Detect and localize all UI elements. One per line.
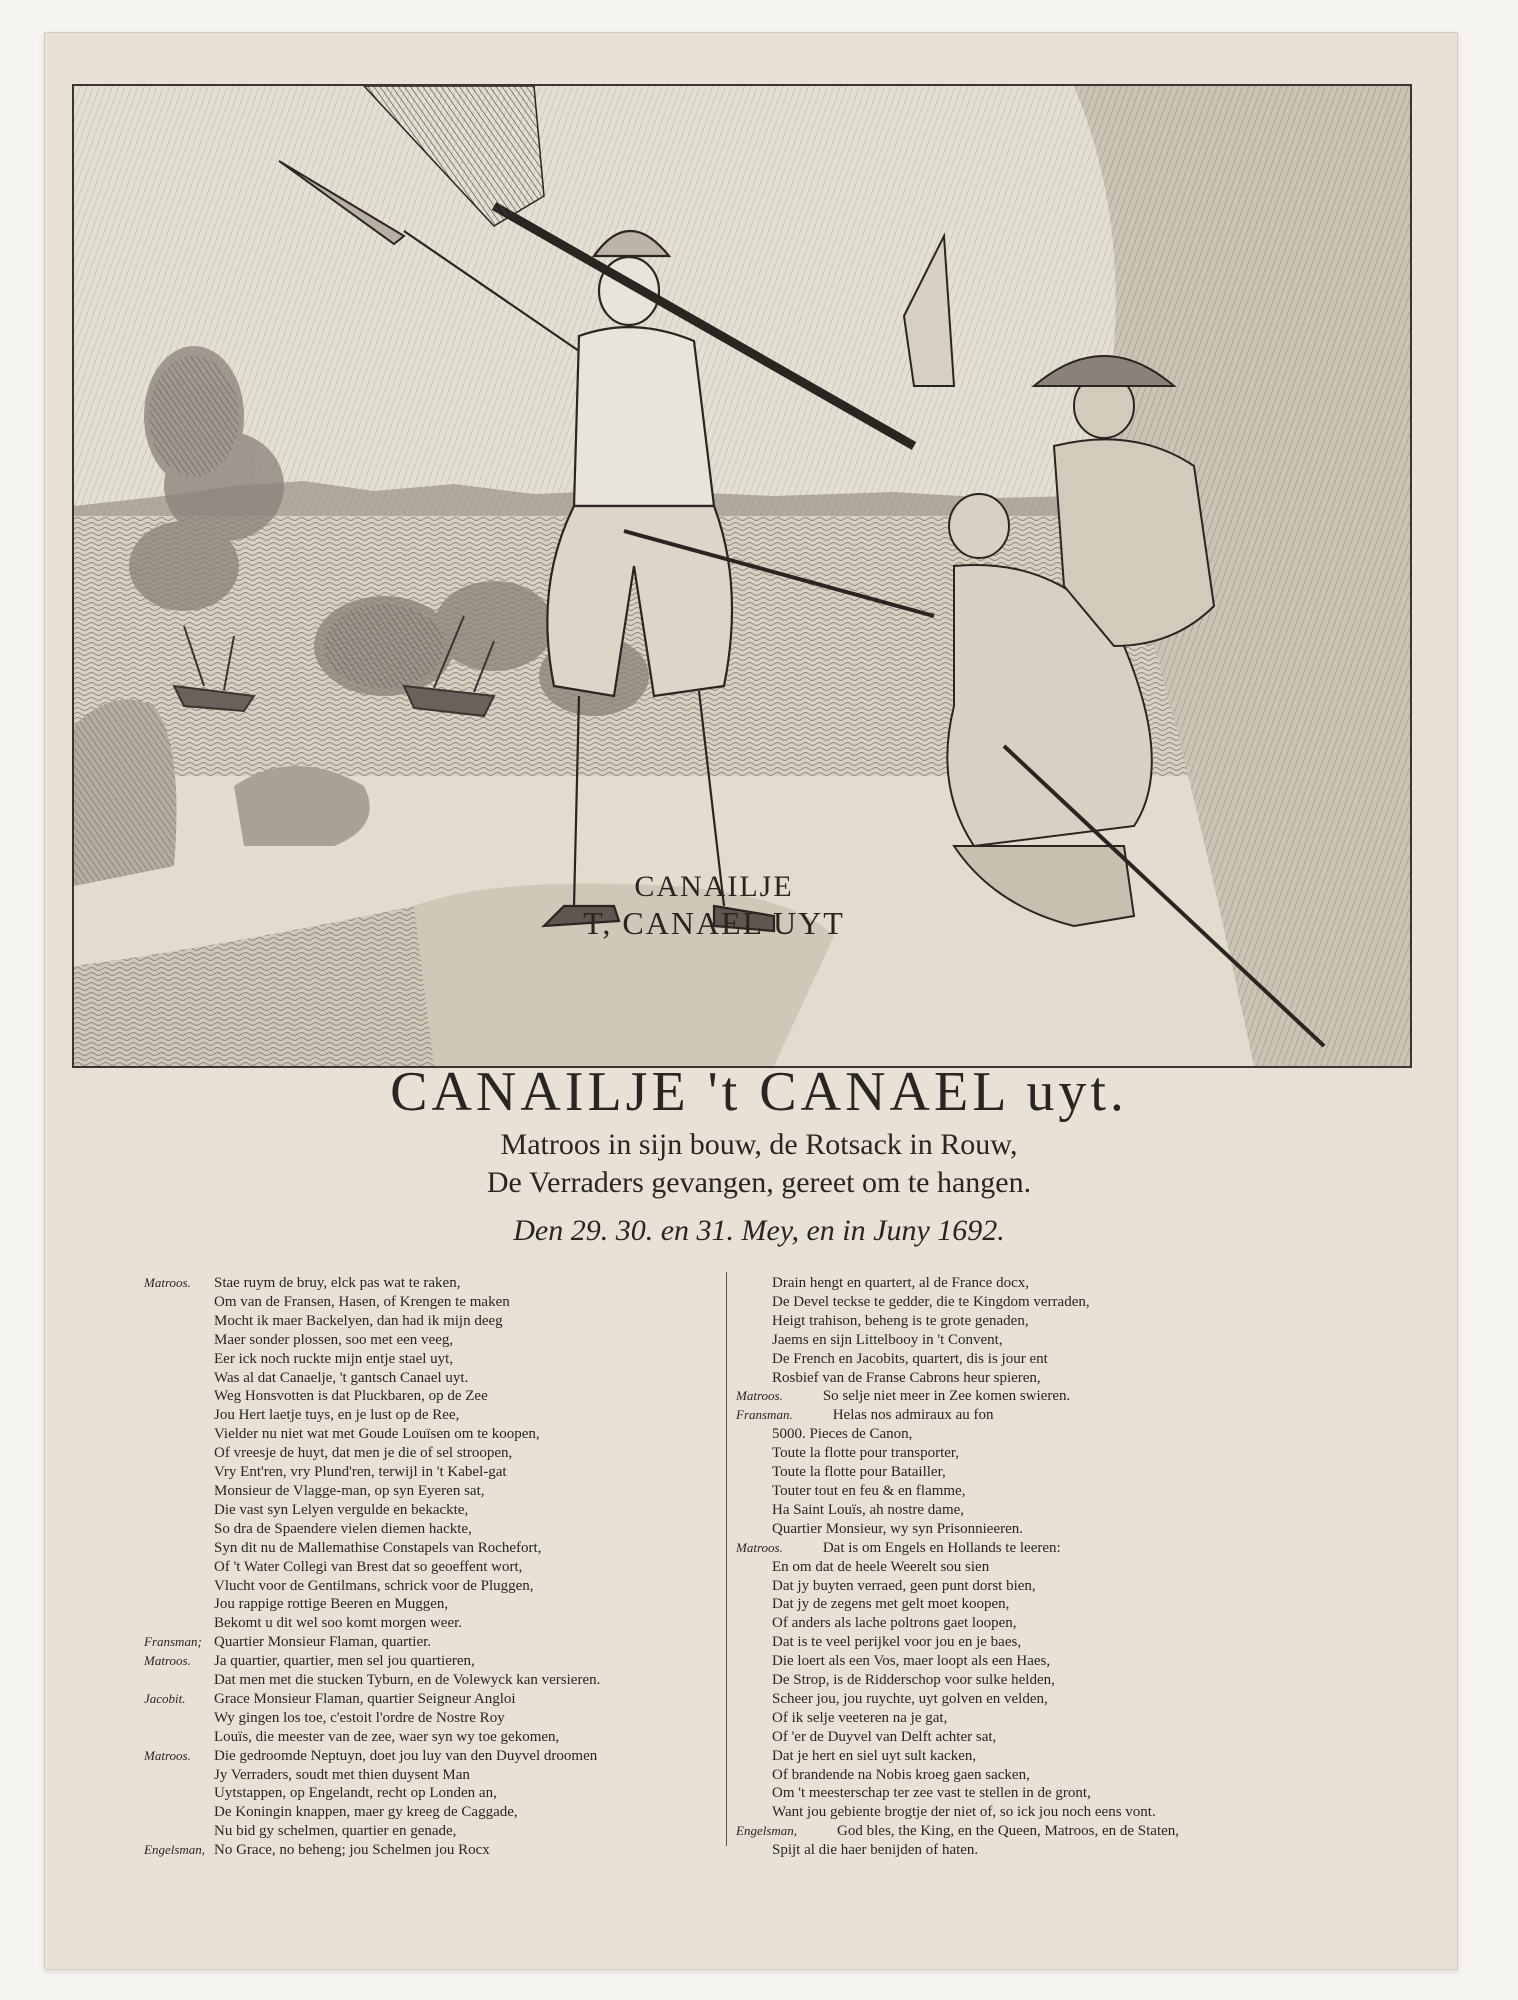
verse-text: Grace Monsieur Flaman, quartier Seigneur Angloi: [214, 1690, 516, 1707]
verse-text: Heigt trahison, beheng is te grote genaden,: [772, 1312, 1029, 1329]
verse-text: Ha Saint Louïs, ah nostre dame,: [772, 1501, 965, 1518]
verse-column-right: [736, 1274, 1282, 1860]
verse-text: Quartier Monsieur Flaman, quartier.: [214, 1634, 432, 1651]
verse-line: [214, 1803, 724, 1822]
verse-text: Scheer jou, jou ruychte, uyt golven en velden,: [772, 1690, 1048, 1707]
verse-text: Of brandende na Nobis kroeg gaen sacken,: [772, 1766, 1030, 1783]
verse-line: [214, 1463, 724, 1482]
verse-line: [772, 1747, 1282, 1766]
verse-line: [214, 1425, 724, 1444]
verse-text: De Devel teckse te gedder, die te Kingdom verraden,: [772, 1293, 1090, 1310]
verse-text: Die gedroomde Neptuyn, doet jou luy van den Duyvel droomen: [214, 1747, 598, 1764]
verse-text: Jy Verraders, soudt met thien duysent Man: [214, 1766, 470, 1783]
etching-scene: [74, 86, 1410, 1066]
verse-text: Bekomt u dit wel soo komt morgen weer.: [214, 1615, 463, 1632]
verse-line: [736, 1539, 1282, 1558]
verse-text: Vlucht voor de Gentilmans, schrick voor de Pluggen,: [214, 1577, 534, 1594]
speaker-label: Fransman.: [736, 1407, 793, 1423]
verse-text: Mocht ik maer Backelyen, dan had ik mijn deeg: [214, 1312, 503, 1329]
verse-line: [214, 1709, 724, 1728]
verse-line: [214, 1577, 724, 1596]
verse-text: Uytstappen, op Engelandt, recht op Londen an,: [214, 1785, 497, 1802]
verse-line: [214, 1406, 724, 1425]
verse-text: Dat je hert en siel uyt sult kacken,: [772, 1747, 977, 1764]
verse-text: God bles, the King, en the Queen, Matroos, en de Staten,: [837, 1823, 1180, 1840]
verse-line: [772, 1520, 1282, 1539]
verse-line: [214, 1614, 724, 1633]
verse-text: Jaems en sijn Littelbooy in 't Convent,: [772, 1331, 1003, 1348]
verse-text: Of anders als lache poltrons gaet loopen,: [772, 1615, 1017, 1632]
verse-line: [772, 1633, 1282, 1652]
verse-line: [772, 1652, 1282, 1671]
verse-text: Maer sonder plossen, soo met een veeg,: [214, 1331, 454, 1348]
verse-text: Dat is te veel perijkel voor jou en je baes,: [772, 1634, 1022, 1651]
verse-line: [144, 1652, 724, 1671]
verse-text: Jou rappige rottige Beeren en Muggen,: [214, 1596, 449, 1613]
verse-text: Eer ick noch ruckte mijn entje stael uyt,: [214, 1350, 454, 1367]
verse-line: [144, 1747, 724, 1766]
verse-text: Jou Hert laetje tuys, en je lust op de Ree,: [214, 1407, 460, 1424]
verse-line: [214, 1822, 724, 1841]
verse-text: Syn dit nu de Mallemathise Constapels van Rochefort,: [214, 1539, 542, 1556]
verse-text: Of 't Water Collegi van Brest dat so geoeffent wort,: [214, 1558, 523, 1575]
verse-text: Toute la flotte pour Batailler,: [772, 1464, 946, 1481]
speaker-label: Engelsman,: [144, 1842, 206, 1858]
verse-text: Of 'er de Duyvel van Delft achter sat,: [772, 1728, 997, 1745]
verse-line: [772, 1312, 1282, 1331]
verse-line: [772, 1293, 1282, 1312]
verse-text: Vry Ent'ren, vry Plund'ren, terwijl in 't Kabel-gat: [214, 1464, 507, 1481]
verse-line: [214, 1520, 724, 1539]
verse-text: 5000. Pieces de Canon,: [772, 1426, 913, 1443]
verse-line: [772, 1463, 1282, 1482]
verse-line: [214, 1387, 724, 1406]
verse-text: De French en Jacobits, quartert, dis is jour ent: [772, 1350, 1048, 1367]
verse-line: [772, 1766, 1282, 1785]
verse-line: [772, 1558, 1282, 1577]
verse-line: [736, 1387, 1282, 1406]
verse-text: Vielder nu niet wat met Goude Louïsen om te koopen,: [214, 1426, 540, 1443]
banner-line-2: T, CANAEL UYT: [583, 905, 845, 941]
verse-text: Quartier Monsieur, wy syn Prisonnieeren.: [772, 1520, 1024, 1537]
verse-line: [772, 1350, 1282, 1369]
verse-text: Weg Honsvotten is dat Pluckbaren, op de Zee: [214, 1388, 488, 1405]
speaker-label: Matroos.: [144, 1653, 191, 1669]
verse-line: [214, 1558, 724, 1577]
verse-text: Om van de Fransen, Hasen, of Krengen te maken: [214, 1293, 510, 1310]
verse-line: [772, 1274, 1282, 1293]
verse-text: Drain hengt en quartert, al de France docx,: [772, 1275, 1029, 1291]
speaker-label: Jacobit.: [144, 1690, 186, 1706]
verse-text: Spijt al die haer benijden of haten.: [772, 1842, 979, 1859]
speaker-label: Matroos.: [144, 1275, 191, 1290]
verse-line: [214, 1331, 724, 1350]
verse-text: Of ik selje veeteren na je gat,: [772, 1709, 948, 1726]
verse-text: Dat jy de zegens met gelt moet koopen,: [772, 1596, 1010, 1613]
verse-text: Was al dat Canaelje, 't gantsch Canael uyt.: [214, 1369, 469, 1386]
verse-line: [214, 1312, 724, 1331]
verse-line: [772, 1841, 1282, 1860]
speaker-label: Fransman;: [144, 1634, 202, 1650]
verse-line: [772, 1671, 1282, 1690]
verse-text: De Koningin knappen, maer gy kreeg de Caggade,: [214, 1804, 518, 1821]
verse-line: [772, 1709, 1282, 1728]
verse-text: Dat is om Engels en Hollands te leeren:: [822, 1539, 1061, 1556]
page-title: CANAILJE 't CANAEL uyt.: [390, 1061, 1128, 1123]
verse-text: Dat jy buyten verraed, geen punt dorst bien,: [772, 1577, 1036, 1594]
verse-line: [214, 1728, 724, 1747]
verse-text: So dra de Spaendere vielen diemen hackte,: [214, 1520, 472, 1537]
verse-line: [144, 1841, 724, 1860]
verse-line: [772, 1728, 1282, 1747]
verse-text: Dat men met die stucken Tyburn, en de Volewyck kan versieren.: [214, 1672, 601, 1689]
verse-text: Louïs, die meester van de zee, waer syn wy toe gekomen,: [214, 1728, 560, 1745]
speaker-label: Engelsman,: [736, 1823, 798, 1839]
verse-line: [772, 1482, 1282, 1501]
verse-text: Touter tout en feu & en flamme,: [772, 1482, 966, 1499]
verse-line: [214, 1784, 724, 1803]
verse-text: Om 't meesterschap ter zee vast te stellen in de gront,: [772, 1785, 1091, 1802]
verse-text: Want jou gebiente brogtje der niet of, so ick jou noch eens vont.: [772, 1804, 1156, 1821]
verse-line: [214, 1501, 724, 1520]
column-divider: [726, 1272, 727, 1846]
verse-line: [736, 1822, 1282, 1841]
verse-line: [214, 1293, 724, 1312]
verse-text: Helas nos admiraux au fon: [832, 1407, 994, 1424]
verse-line: [214, 1369, 724, 1388]
verse-line: [772, 1595, 1282, 1614]
verse-line: [144, 1274, 724, 1293]
verse-line: [214, 1444, 724, 1463]
verse-line: [214, 1482, 724, 1501]
verse-line: [214, 1766, 724, 1785]
verse-text: Ja quartier, quartier, men sel jou quartieren,: [214, 1653, 475, 1670]
verse-text: Stae ruym de bruy, elck pas wat te raken,: [214, 1275, 461, 1291]
verse-text: No Grace, no beheng; jou Schelmen jou Rocx: [214, 1842, 490, 1859]
verse-line: [144, 1690, 724, 1709]
verse-text: Monsieur de Vlagge-man, op syn Eyeren sat,: [214, 1482, 485, 1499]
speaker-label: Matroos.: [736, 1539, 783, 1555]
verse-text: Toute la flotte pour transporter,: [772, 1445, 960, 1462]
verse-line: [772, 1803, 1282, 1822]
verse-text: Die loert als een Vos, maer loopt als een Haes,: [772, 1653, 1051, 1670]
verse-line: [214, 1595, 724, 1614]
etching-illustration: [72, 84, 1412, 1068]
verse-line: [214, 1539, 724, 1558]
verse-line: [772, 1369, 1282, 1388]
verse-text: De Strop, is de Ridderschop voor sulke helden,: [772, 1672, 1055, 1689]
verse-line: [214, 1350, 724, 1369]
verse-line: [772, 1784, 1282, 1803]
verse-line: [772, 1614, 1282, 1633]
verse-text: Die vast syn Lelyen vergulde en bekackte,: [214, 1501, 469, 1518]
verse-line: [772, 1331, 1282, 1350]
date-line: Den 29. 30. en 31. Mey, en in Juny 1692.: [513, 1214, 1005, 1247]
verse-line: [772, 1690, 1282, 1709]
verse-column-left: [144, 1274, 724, 1860]
verse-text: Rosbief van de Franse Cabrons heur spieren,: [772, 1369, 1041, 1386]
subtitle-line-2: De Verraders gevangen, gereet om te hangen.: [486, 1166, 1032, 1199]
verse-line: [772, 1577, 1282, 1596]
speaker-label: Matroos.: [736, 1388, 783, 1404]
subtitle-line-1: Matroos in sijn bouw, de Rotsack in Rouw,: [500, 1128, 1018, 1161]
verse-text: Nu bid gy schelmen, quartier en genade,: [214, 1823, 457, 1840]
verse-line: [736, 1406, 1282, 1425]
verse-text: Wy gingen los toe, c'estoit l'ordre de Nostre Roy: [214, 1709, 505, 1726]
verse-line: [214, 1671, 724, 1690]
verse-line: [772, 1425, 1282, 1444]
verse-line: [772, 1501, 1282, 1520]
verse-line: [772, 1444, 1282, 1463]
verse-line: [144, 1633, 724, 1652]
verse-text: En om dat de heele Weerelt sou sien: [772, 1558, 990, 1575]
speaker-label: Matroos.: [144, 1747, 191, 1763]
verse-text: Of vreesje de huyt, dat men je die of sel stroopen,: [214, 1445, 513, 1462]
banner-line-1: CANAILJE: [634, 870, 794, 903]
verse-text: So selje niet meer in Zee komen swieren.: [822, 1388, 1071, 1405]
